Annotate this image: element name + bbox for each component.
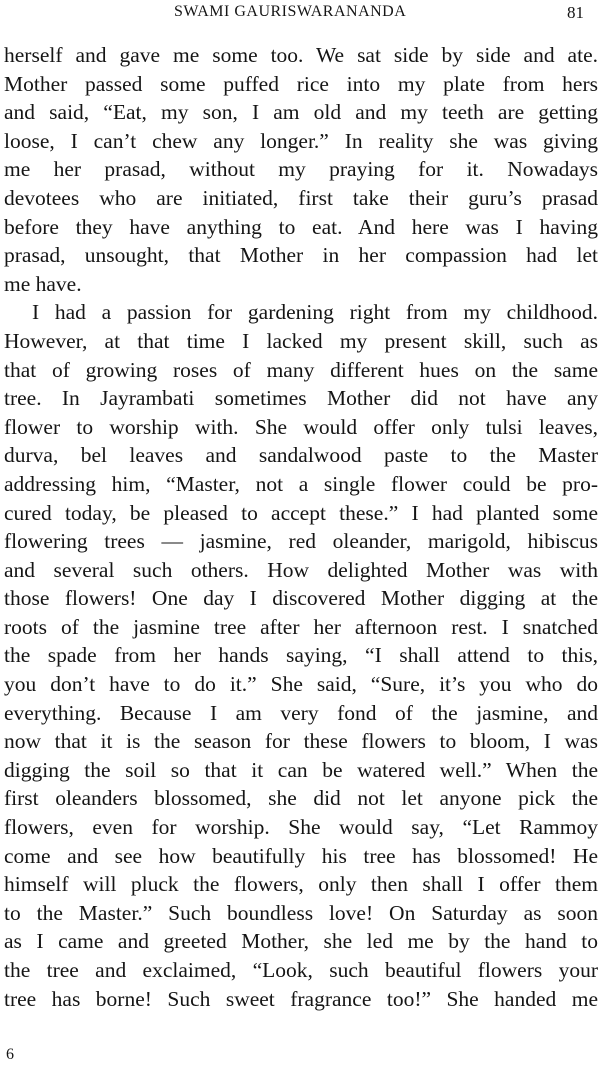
- text-line: tree has borne! Such sweet fragrance too!” She handed me: [4, 986, 598, 1011]
- text-line: digging the soil so that it can be watered well.” When the: [4, 757, 598, 782]
- paragraph-first-line: I had a passion for gardening right from my childhood.: [32, 300, 598, 325]
- text-line: loose, I can’t chew any longer.” In reality she was giving: [4, 128, 598, 153]
- text-line: herself and gave me some too. We sat side by side and ate.: [4, 43, 598, 67]
- text-line: addressing him, “Master, not a single flower could be pro-: [4, 471, 598, 496]
- text-line: flower to worship with. She would offer only tulsi leaves,: [4, 414, 598, 439]
- text-line: flowering trees — jasmine, red oleander, marigold, hibiscus: [4, 529, 598, 554]
- text-line: durva, bel leaves and sandalwood paste to the Master: [4, 443, 598, 468]
- text-line: everything. Because I am very fond of the jasmine, and: [4, 700, 598, 725]
- text-line: you don’t have to do it.” She said, “Sure, it’s you who do: [4, 672, 598, 697]
- text-line: the spade from her hands saying, “I shall attend to this,: [4, 643, 598, 668]
- text-line: flowers, even for worship. She would say, “Let Rammoy: [4, 815, 598, 840]
- text-line: devotees who are initiated, first take their guru’s prasad: [4, 185, 598, 210]
- text-line: me her prasad, without my praying for it. Nowadays: [4, 157, 598, 182]
- text-line: cured today, be pleased to accept these.” I had planted some: [4, 500, 598, 525]
- text-line: first oleanders blossomed, she did not let anyone pick the: [4, 786, 598, 811]
- running-header: [0, 3, 600, 23]
- text-line: himself will pluck the flowers, only then shall I offer them: [4, 872, 598, 897]
- text-line: and several such others. How delighted Mother was with: [4, 557, 598, 582]
- signature-mark: 6: [6, 1046, 14, 1063]
- text-line: tree. In Jayrambati sometimes Mother did not have any: [4, 386, 598, 411]
- text-line: as I came and greeted Mother, she led me by the hand to: [4, 929, 598, 954]
- text-line: now that it is the season for these flowers to bloom, I was: [4, 729, 598, 754]
- body-text: [4, 41, 598, 1013]
- text-line: me have.: [4, 271, 82, 296]
- text-line: and said, “Eat, my son, I am old and my teeth are getting: [4, 100, 598, 125]
- text-line: come and see how beautifully his tree has blossomed! He: [4, 843, 598, 868]
- text-line: roots of the jasmine tree after her afternoon rest. I snatched: [4, 614, 598, 639]
- text-line: those flowers! One day I discovered Mother digging at the: [4, 586, 598, 611]
- page-number: 81: [567, 3, 584, 22]
- text-line: Mother passed some puffed rice into my plate from hers: [4, 71, 598, 96]
- text-line: the tree and exclaimed, “Look, such beautiful flowers your: [4, 958, 598, 982]
- running-title: SWAMI GAURISWARANANDA: [174, 3, 407, 20]
- text-line: to the Master.” Such boundless love! On Saturday as soon: [4, 900, 598, 925]
- text-line: However, at that time I lacked my present skill, such as: [4, 328, 598, 353]
- text-line: before they have anything to eat. And here was I having: [4, 214, 598, 239]
- text-line: prasad, unsought, that Mother in her compassion had let: [4, 243, 598, 268]
- text-line: that of growing roses of many different hues on the same: [4, 357, 598, 382]
